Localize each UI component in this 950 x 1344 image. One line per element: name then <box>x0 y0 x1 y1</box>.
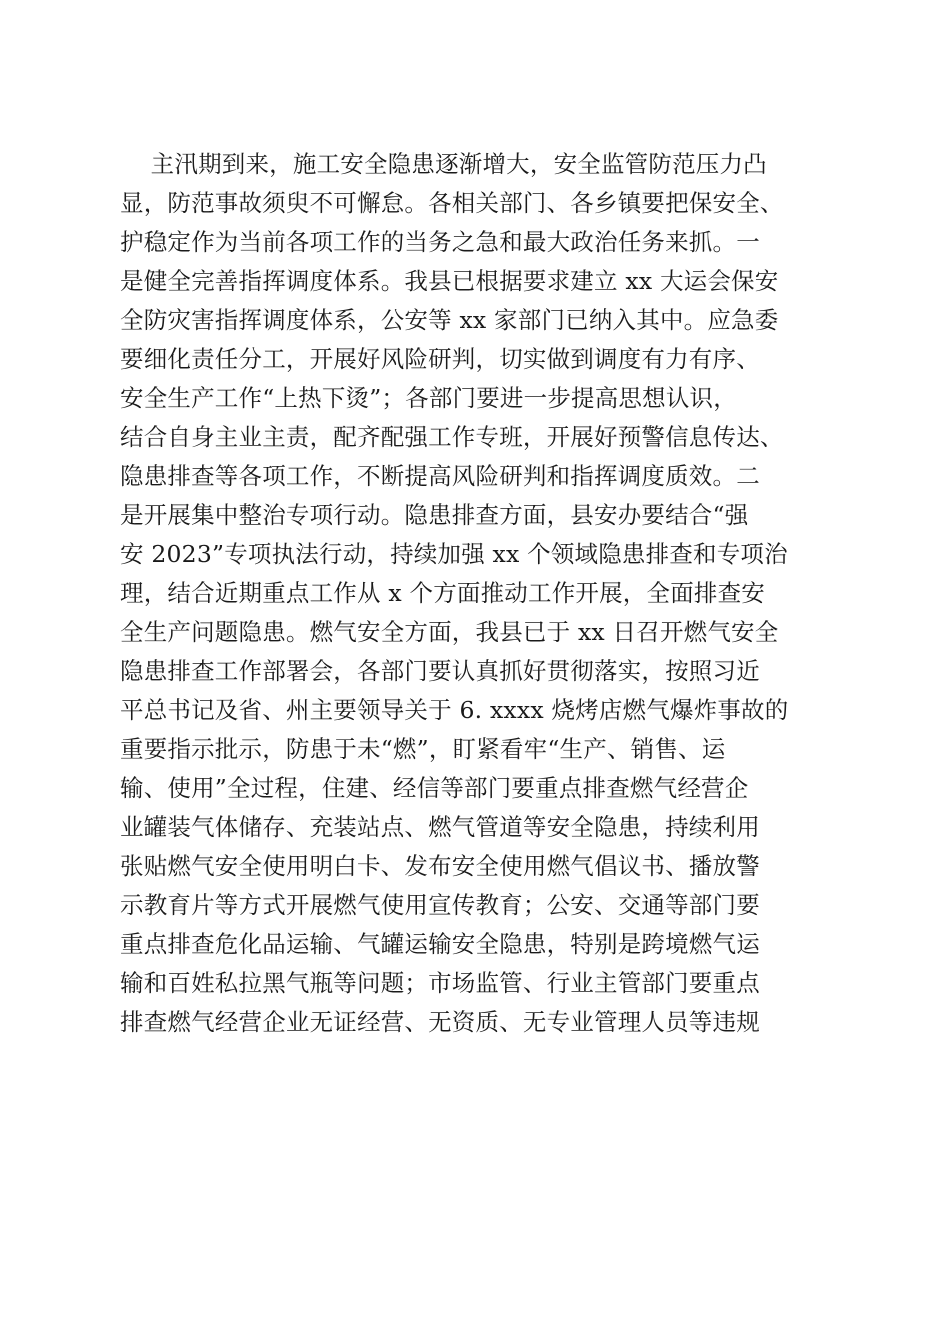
text-line: 结合自身主业主责，配齐配强工作专班，开展好预警信息传达、 <box>120 423 784 451</box>
text-line: 隐患排查等各项工作，不断提高风险研判和指挥调度质效。二 <box>120 462 760 490</box>
text-line: 业罐装气体储存、充装站点、燃气管道等安全隐患，持续利用 <box>120 813 760 841</box>
body-paragraph <box>120 145 840 1042</box>
text-line: 安 2023”专项执法行动，持续加强 xx 个领域隐患排查和专项治 <box>120 540 788 568</box>
text-line: 重点排查危化品运输、气罐运输安全隐患，特别是跨境燃气运 <box>120 930 760 958</box>
text-line: 安全生产工作“上热下烫”；各部门要进一步提高思想认识， <box>120 384 737 412</box>
text-line: 理，结合近期重点工作从 x 个方面推动工作开展，全面排查安 <box>120 579 765 607</box>
text-line: 要细化责任分工，开展好风险研判，切实做到调度有力有序、 <box>120 345 760 373</box>
text-line: 是健全完善指挥调度体系。我县已根据要求建立 xx 大运会保安 <box>120 267 779 295</box>
text-line: 全生产问题隐患。燃气安全方面，我县已于 xx 日召开燃气安全 <box>120 618 779 646</box>
text-line: 主汛期到来，施工安全隐患逐渐增大，安全监管防范压力凸 <box>120 150 767 178</box>
text-line: 护稳定作为当前各项工作的当务之急和最大政治任务来抓。一 <box>120 228 760 256</box>
text-line: 示教育片等方式开展燃气使用宣传教育；公安、交通等部门要 <box>120 891 760 919</box>
text-line: 排查燃气经营企业无证经营、无资质、无专业管理人员等违规 <box>120 1008 760 1036</box>
text-line: 输和百姓私拉黑气瓶等问题；市场监管、行业主管部门要重点 <box>120 969 760 997</box>
text-line: 是开展集中整治专项行动。隐患排查方面，县安办要结合“强 <box>120 501 749 529</box>
text-line: 输、使用”全过程，住建、经信等部门要重点排查燃气经营企 <box>120 774 749 802</box>
text-line: 平总书记及省、州主要领导关于 6. xxxx 烧烤店燃气爆炸事故的 <box>120 696 789 724</box>
text-line: 隐患排查工作部署会，各部门要认真抓好贯彻落实，按照习近 <box>120 657 760 685</box>
text-line: 显，防范事故须臾不可懈怠。各相关部门、各乡镇要把保安全、 <box>120 189 784 217</box>
text-line: 张贴燃气安全使用明白卡、发布安全使用燃气倡议书、播放警 <box>120 852 760 880</box>
text-line: 全防灾害指挥调度体系，公安等 xx 家部门已纳入其中。应急委 <box>120 306 779 334</box>
text-line: 重要指示批示，防患于未“燃”，盯紧看牢“生产、销售、运 <box>120 735 726 763</box>
